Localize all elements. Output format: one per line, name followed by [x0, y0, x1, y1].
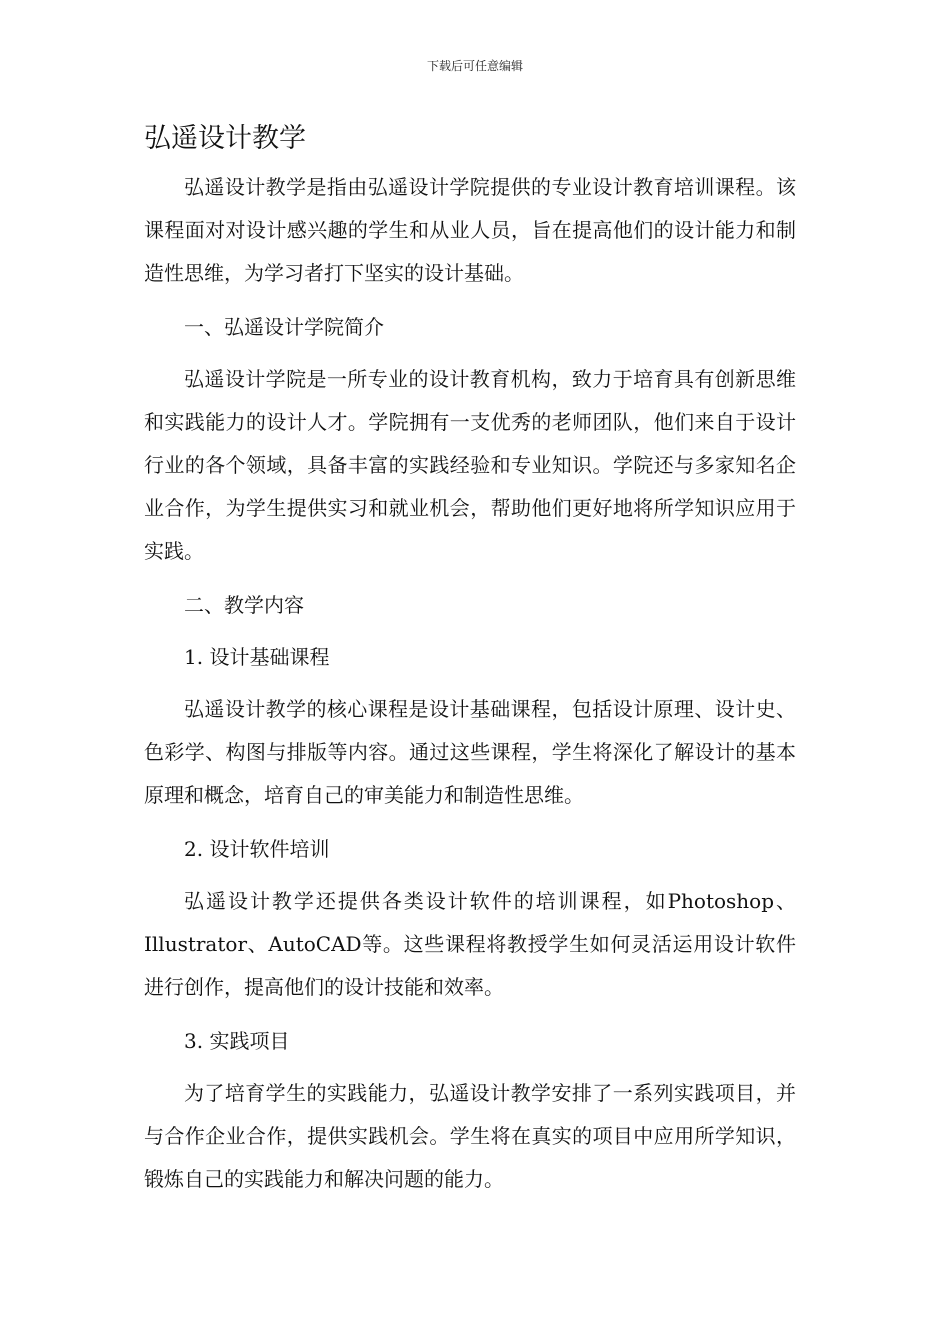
basics-paragraph: 弘遥设计教学的核心课程是设计基础课程，包括设计原理、设计史、色彩学、构图与排版等内容。通过这些课程，学生将深化了解设计的基本原理和概念，培育自己的审美能力和制造性思维。	[144, 697, 796, 807]
subheading-software: 2. 设计软件培训	[184, 837, 330, 861]
software-paragraph: 弘遥设计教学还提供各类设计软件的培训课程，如Photoshop、Illustrator、AutoCAD等。这些课程将教授学生如何灵活运用设计软件进行创作，提高他们的设计技能和效率。	[144, 889, 796, 999]
header-note: 下载后可任意编辑	[426, 59, 523, 73]
section-heading-content: 二、教学内容	[184, 593, 304, 617]
page-title: 弘遥设计教学	[144, 123, 306, 154]
projects-paragraph: 为了培育学生的实践能力，弘遥设计教学安排了一系列实践项目，并与合作企业合作，提供实践机会。学生将在真实的项目中应用所学知识，锻炼自己的实践能力和解决问题的能力。	[144, 1081, 796, 1191]
institute-paragraph: 弘遥设计学院是一所专业的设计教育机构，致力于培育具有创新思维和实践能力的设计人才。学院拥有一支优秀的老师团队，他们来自于设计行业的各个领域，具备丰富的实践经验和专业知识。学院还与多家知名企业合作，为学生提供实习和就业机会，帮助他们更好地将所学知识应用于实践。	[144, 367, 796, 563]
intro-paragraph: 弘遥设计教学是指由弘遥设计学院提供的专业设计教育培训课程。该课程面对对设计感兴趣的学生和从业人员，旨在提高他们的设计能力和制造性思维，为学习者打下坚实的设计基础。	[144, 175, 796, 285]
subheading-projects: 3. 实践项目	[184, 1029, 290, 1053]
section-heading-institute: 一、弘遥设计学院简介	[184, 315, 384, 339]
subheading-basics: 1. 设计基础课程	[184, 645, 330, 669]
document-body	[144, 166, 796, 1212]
